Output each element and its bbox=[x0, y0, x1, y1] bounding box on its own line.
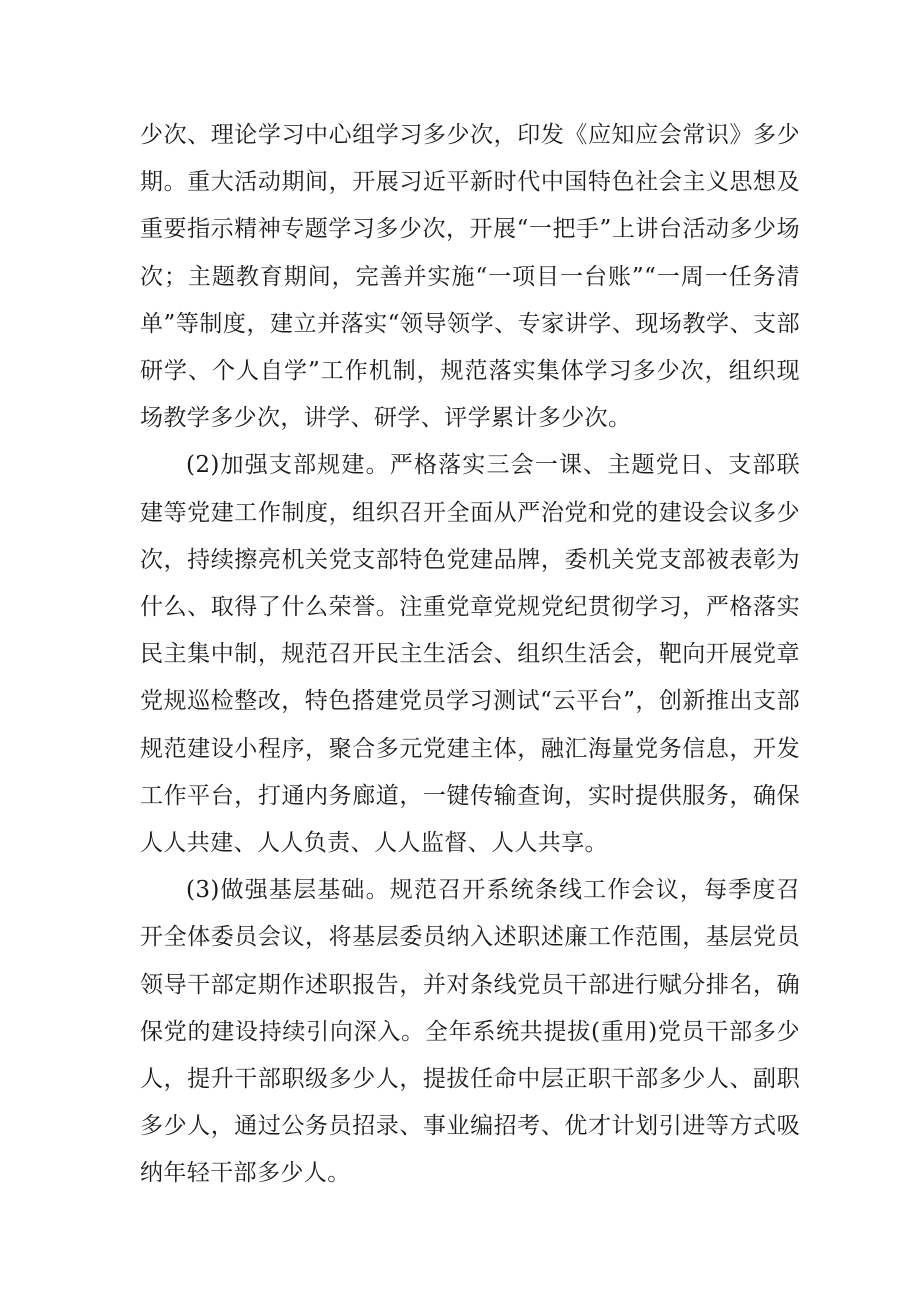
paragraph-branch-building: (2)加强支部规建。严格落实三会一课、主题党日、支部联建等党建工作制度，组织召开全面从严治党和党的建设会议多少次，持续擦亮机关党支部特色党建品牌，委机关党支部被表彰为什么、取得了什么荣誉。注重党章党规党纪贯彻学习，严格落实民主集中制，规范召开民主生活会、组织生活会，靶向开展党章党规巡检整改，特色搭建党员学习测试“云平台”，创新推出支部规范建设小程序，聚合多元党建主体，融汇海量党务信息，开发工作平台，打通内务廊道，一键传输查询，实时提供服务，确保人人共建、人人负责、人人监督、人人共享。 bbox=[140, 452, 800, 857]
paragraph-grassroots-foundation: (3)做强基层基础。规范召开系统条线工作会议，每季度召开全体委员会议，将基层委员纳入述职述廉工作范围，基层党员领导干部定期作述职报告，并对条线党员干部进行赋分排名，确保党的建设持续引向深入。全年系统共提拔(重用)党员干部多少人，提升干部职级多少人，提拔任命中层正职干部多少人、副职多少人，通过公务员招录、事业编招考、优才计划引进等方式吸纳年轻干部多少人。 bbox=[140, 877, 800, 1187]
body-text bbox=[140, 112, 800, 1198]
paragraph-study: 少次、理论学习中心组学习多少次，印发《应知应会常识》多少期。重大活动期间，开展习近平新时代中国特色社会主义思想及重要指示精神专题学习多少次，开展“一把手”上讲台活动多少场次；主题教育期间，完善并实施“一项目一台账”“一周一任务清单”等制度，建立并落实“领导领学、专家讲学、现场教学、支部研学、个人自学”工作机制，规范落实集体学习多少次，组织现场教学多少次，讲学、研学、评学累计多少次。 bbox=[140, 122, 800, 432]
